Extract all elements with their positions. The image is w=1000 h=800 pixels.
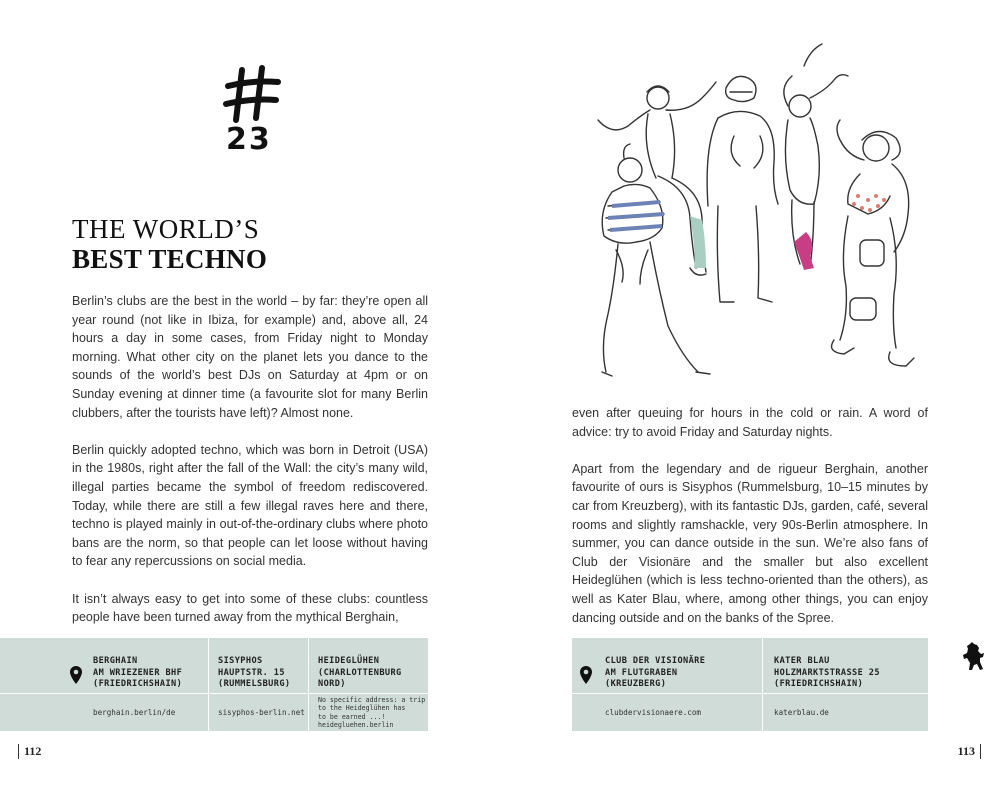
body-text <box>572 404 928 646</box>
dancers-illustration <box>578 36 938 394</box>
chapter-number: 23 <box>226 122 272 157</box>
venue-address-heideglühen: HEIDEGLÜHEN (CHARLOTTENBURG NORD) <box>318 656 402 689</box>
paragraph: Berlin’s clubs are the best in the world – by far: they’re open all year round (not like in Ibiza, for example) and, above all, 24 hours a day in some cases, from Friday night to Monday morning. What other city on the planet lets you dance to the sounds of the world’s best DJs on Saturday at 4pm or on Sunday evening at dinner time (a favourite slot for many Berlin clubbers, after the tourists have left)? Almost none. <box>72 294 428 420</box>
page-number: 112 <box>18 744 41 759</box>
venue-note-heideglühen: No specific address: a trip to the Heideglühen has to be earned ...! heidegluehen.berlin <box>318 696 426 730</box>
divider <box>762 638 763 731</box>
paragraph: even after queuing for hours in the cold or rain. A word of advice: try to avoid Friday and Saturday nights. <box>572 406 928 439</box>
right-page <box>500 0 1000 800</box>
divider <box>208 638 209 731</box>
venue-url-club-der-visionaere[interactable]: clubdervisionaere.com <box>605 708 702 717</box>
paragraph: Apart from the legendary and de rigueur Berghain, another favourite of ours is Sisyphos (Rummelsburg, 10–15 minutes by car from Kreuzberg), with its fantastic DJs, garden, café, several rooms and slightly ramshackle, very 90s-Berlin atmosphere. In summer, you can dance outside in the sun. We’re also fans of Club der Visionäre and the smaller but also excellent Heideglühen (which is less techno-oriented than the others), as well as Kater Blau, where, among other things, you can enjoy dancing outside and on the banks of the Spree. <box>572 461 928 625</box>
page-title <box>72 214 267 274</box>
venue-address-club-der-visionaere: CLUB DER VISIONÄRE AM FLUTGRABEN (KREUZBERG) <box>605 656 706 689</box>
venue-info-box <box>572 638 928 731</box>
venue-info-box <box>0 638 428 731</box>
title-line-2: BEST TECHNO <box>72 244 268 274</box>
venue-url-sisyphos[interactable]: sisyphos-berlin.net <box>218 708 305 717</box>
berlin-bear-icon <box>962 642 986 672</box>
venue-address-sisyphos: SISYPHOS HAUPTSTR. 15 (RUMMELSBURG) <box>218 656 291 689</box>
map-pin-icon <box>70 666 82 684</box>
divider <box>0 693 428 694</box>
map-pin-icon <box>580 666 592 684</box>
venue-url-berghain[interactable]: berghain.berlin/de <box>93 708 176 717</box>
paragraph: It isn’t always easy to get into some of these clubs: countless people have been turned away from the mythical Berghain, <box>72 591 428 625</box>
venue-address-kater-blau: KATER BLAU HOLZMARKTSTRASSE 25 (FRIEDRICHSHAIN) <box>774 656 880 689</box>
page-number: 113 <box>958 744 981 759</box>
title-line-1: THE WORLD’S <box>72 214 260 244</box>
venue-address-berghain: BERGHAIN AM WRIEZENER BHF (FRIEDRICHSHAIN) <box>93 656 183 689</box>
venue-url-kater-blau[interactable]: katerblau.de <box>774 708 829 717</box>
paragraph: Berlin quickly adopted techno, which was born in Detroit (USA) in the 1980s, right after the fall of the Wall: the city’s many wild, illegal parties became the symbol of freedom rediscovered. Today, while there are still a few illegal raves here and there, techno is played mainly in out-of-the-ordinary clubs where photo bans are the norm, so that people can let loose without having to fear any repercussions on social media. <box>72 442 428 569</box>
divider <box>572 693 928 694</box>
divider <box>308 638 309 731</box>
body-text <box>72 292 428 645</box>
